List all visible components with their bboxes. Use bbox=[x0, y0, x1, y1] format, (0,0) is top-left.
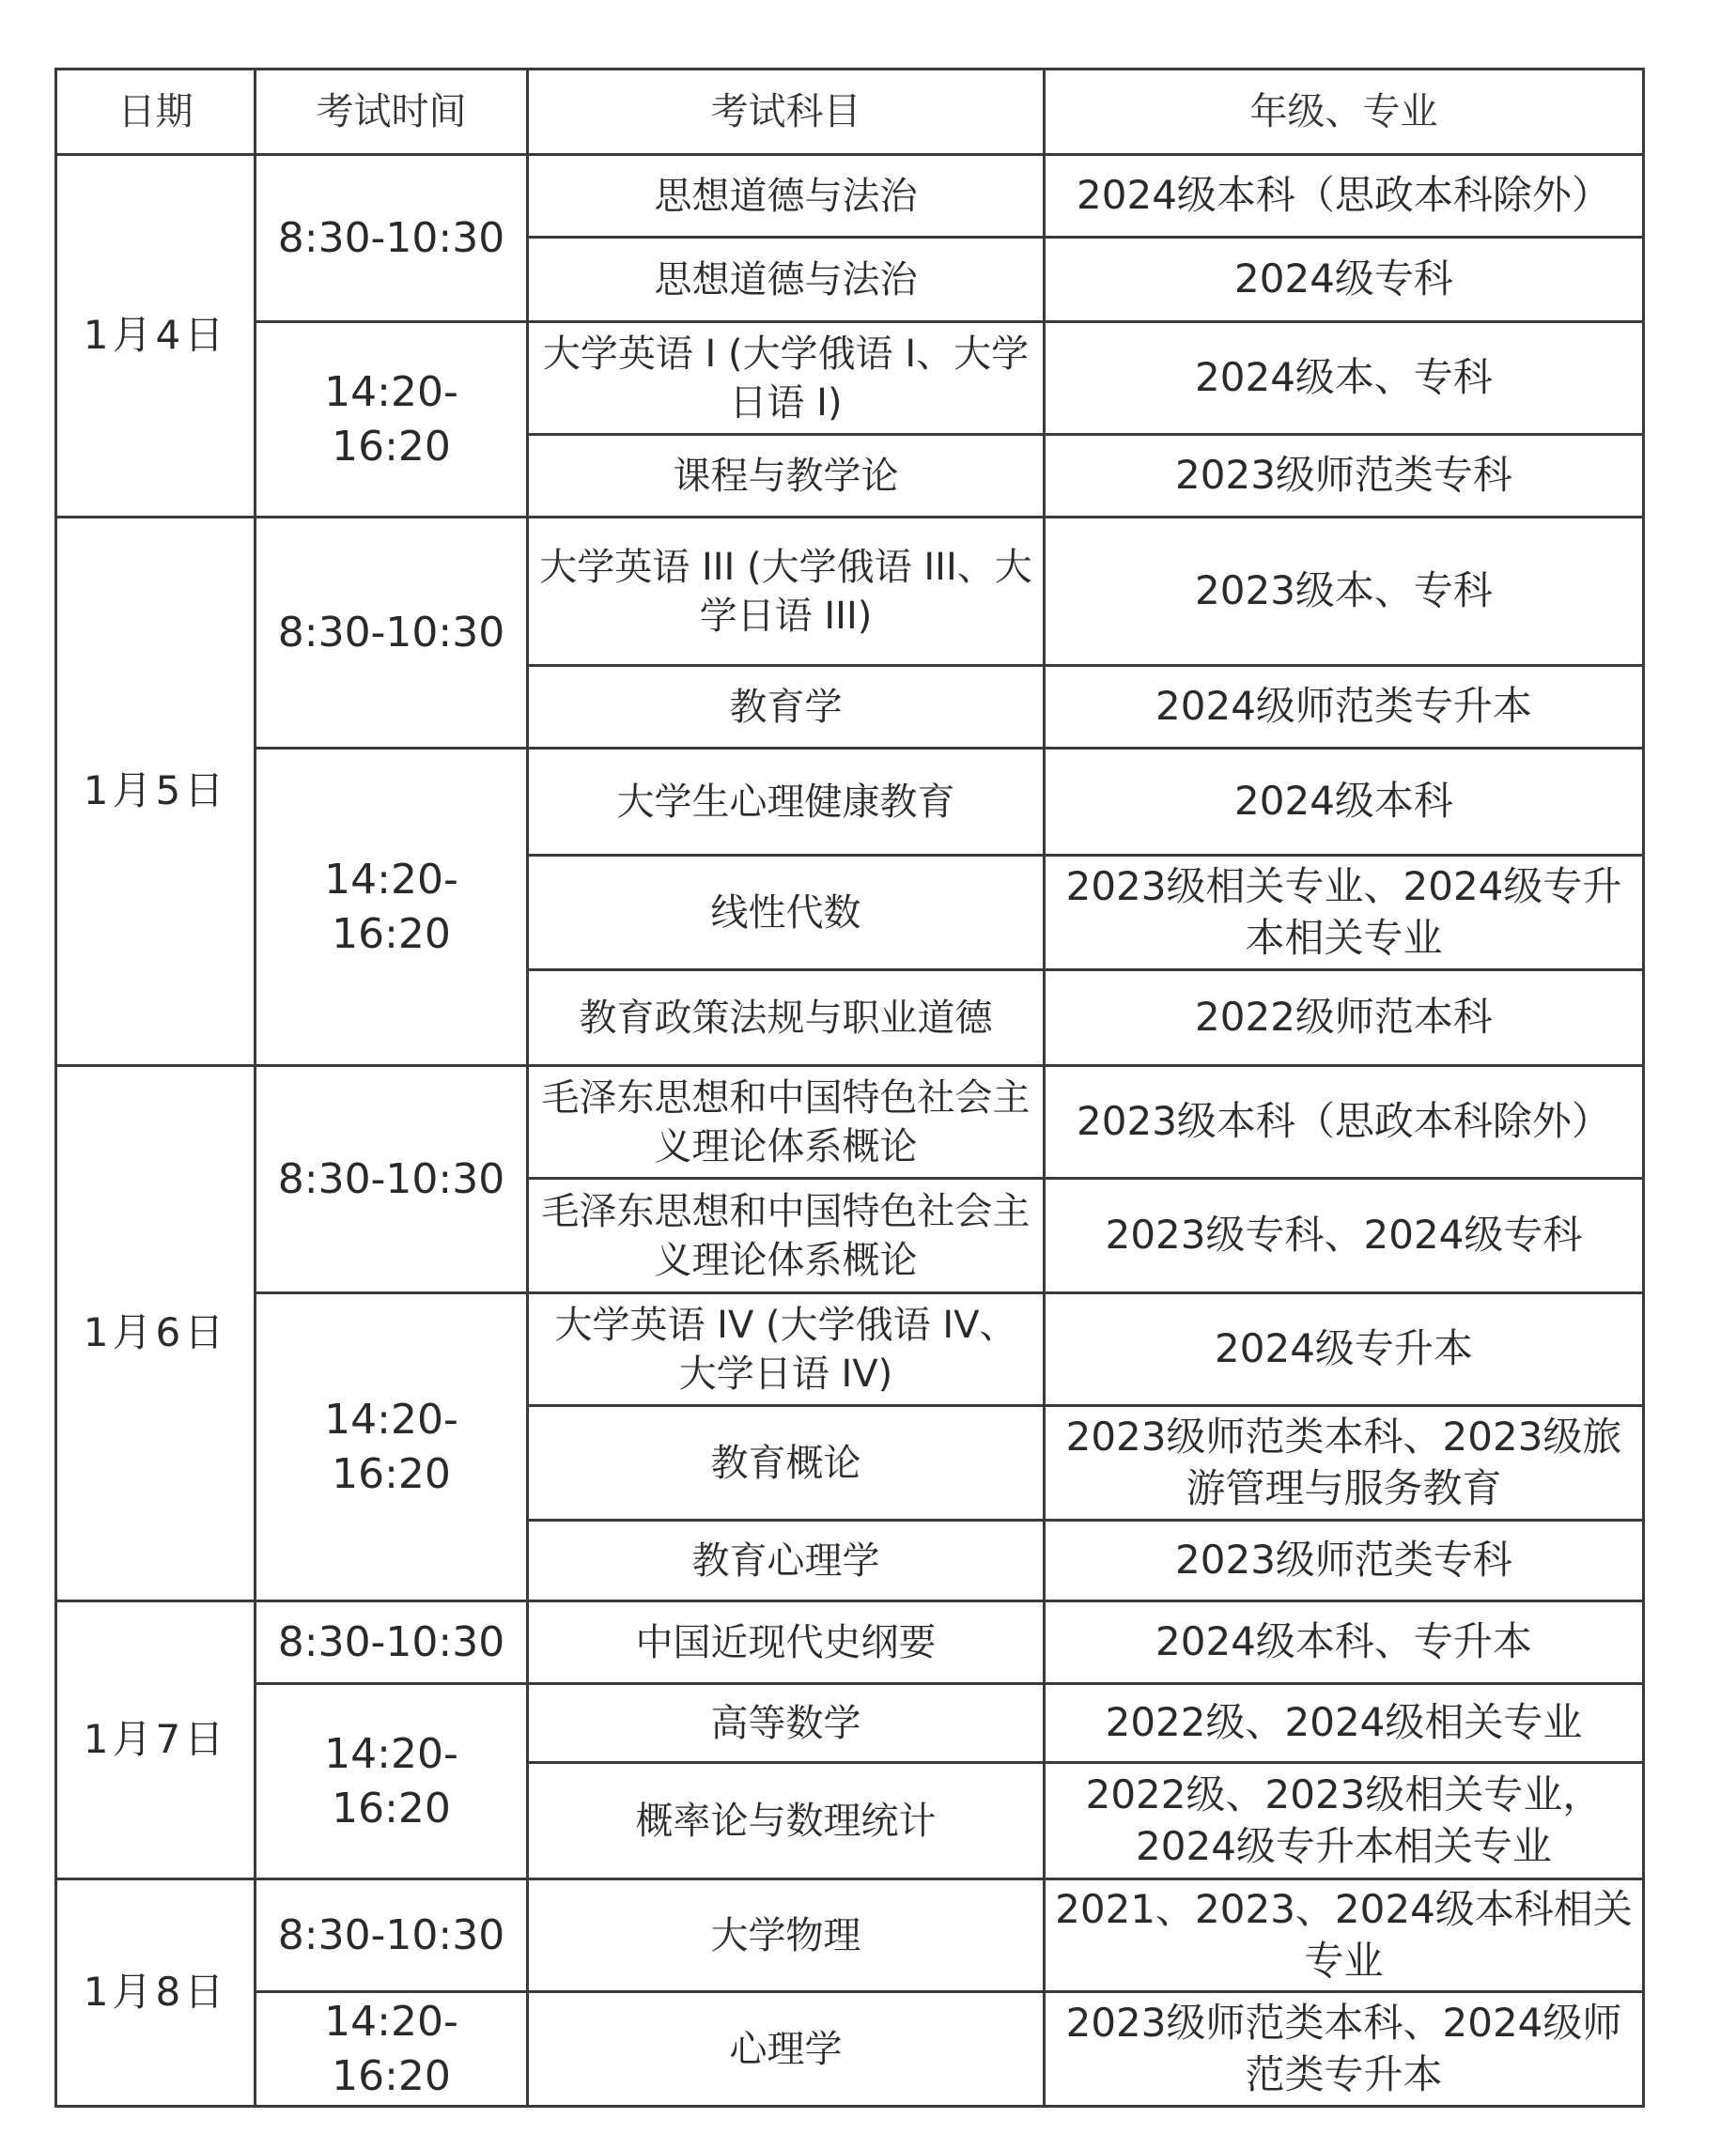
time-cell: 8:30-10:30 bbox=[256, 155, 528, 322]
grade-cell: 2022级、2024级相关专业 bbox=[1045, 1684, 1644, 1763]
grade-cell: 2021、2023、2024级本科相关专业 bbox=[1045, 1879, 1644, 1992]
grade-cell: 2023级相关专业、2024级专升本相关专业 bbox=[1045, 856, 1644, 970]
time-cell: 8:30-10:30 bbox=[256, 518, 528, 749]
table-row bbox=[56, 1992, 1644, 2107]
time-cell: 8:30-10:30 bbox=[256, 1601, 528, 1684]
grade-cell: 2024级本、专科 bbox=[1045, 322, 1644, 435]
table-row bbox=[56, 1684, 1644, 1763]
subject-cell: 教育政策法规与职业道德 bbox=[528, 970, 1045, 1066]
date-cell: 1月4日 bbox=[56, 155, 256, 518]
table-row bbox=[56, 518, 1644, 666]
subject-cell: 毛泽东思想和中国特色社会主义理论体系概论 bbox=[528, 1179, 1045, 1293]
header-date: 日期 bbox=[56, 70, 256, 155]
table-row bbox=[56, 155, 1644, 238]
subject-cell: 毛泽东思想和中国特色社会主义理论体系概论 bbox=[528, 1066, 1045, 1179]
time-cell: 14:20-16:20 bbox=[256, 1992, 528, 2107]
grade-cell: 2024级师范类专升本 bbox=[1045, 666, 1644, 749]
time-cell: 8:30-10:30 bbox=[256, 1066, 528, 1293]
subject-cell: 概率论与数理统计 bbox=[528, 1763, 1045, 1879]
grade-cell: 2024级专科 bbox=[1045, 238, 1644, 322]
table-row bbox=[56, 322, 1644, 435]
table-row bbox=[56, 1293, 1644, 1406]
subject-cell: 大学英语 IV (大学俄语 IV、大学日语 IV) bbox=[528, 1293, 1045, 1406]
time-cell: 14:20-16:20 bbox=[256, 749, 528, 1066]
subject-cell: 心理学 bbox=[528, 1992, 1045, 2107]
subject-cell: 教育学 bbox=[528, 666, 1045, 749]
subject-cell: 线性代数 bbox=[528, 856, 1045, 970]
date-cell: 1月6日 bbox=[56, 1066, 256, 1601]
subject-cell: 高等数学 bbox=[528, 1684, 1045, 1763]
exam-schedule-sheet bbox=[54, 68, 1645, 2108]
subject-cell: 教育心理学 bbox=[528, 1521, 1045, 1601]
subject-cell: 大学英语 III (大学俄语 III、大学日语 III) bbox=[528, 518, 1045, 666]
table-row bbox=[56, 1601, 1644, 1684]
table-row bbox=[56, 1879, 1644, 1992]
exam-schedule-table bbox=[54, 68, 1645, 2108]
grade-cell: 2023级本、专科 bbox=[1045, 518, 1644, 666]
grade-cell: 2022级、2023级相关专业，2024级专升本相关专业 bbox=[1045, 1763, 1644, 1879]
grade-cell: 2022级师范本科 bbox=[1045, 970, 1644, 1066]
grade-cell: 2023级师范类专科 bbox=[1045, 435, 1644, 518]
subject-cell: 思想道德与法治 bbox=[528, 238, 1045, 322]
grade-cell: 2024级本科 bbox=[1045, 749, 1644, 856]
subject-cell: 课程与教学论 bbox=[528, 435, 1045, 518]
time-cell: 14:20-16:20 bbox=[256, 1684, 528, 1879]
grade-cell: 2024级本科（思政本科除外） bbox=[1045, 155, 1644, 238]
subject-cell: 教育概论 bbox=[528, 1406, 1045, 1521]
time-cell: 14:20-16:20 bbox=[256, 322, 528, 518]
subject-cell: 中国近现代史纲要 bbox=[528, 1601, 1045, 1684]
header-time: 考试时间 bbox=[256, 70, 528, 155]
grade-cell: 2024级专升本 bbox=[1045, 1293, 1644, 1406]
date-cell: 1月7日 bbox=[56, 1601, 256, 1879]
subject-cell: 大学物理 bbox=[528, 1879, 1045, 1992]
subject-cell: 大学英语 I (大学俄语 I、大学日语 I) bbox=[528, 322, 1045, 435]
header-row bbox=[56, 70, 1644, 155]
grade-cell: 2023级本科（思政本科除外） bbox=[1045, 1066, 1644, 1179]
time-cell: 8:30-10:30 bbox=[256, 1879, 528, 1992]
grade-cell: 2023级师范类本科、2024级师范类专升本 bbox=[1045, 1992, 1644, 2107]
grade-cell: 2023级专科、2024级专科 bbox=[1045, 1179, 1644, 1293]
header-subject: 考试科目 bbox=[528, 70, 1045, 155]
header-grade: 年级、专业 bbox=[1045, 70, 1644, 155]
date-cell: 1月5日 bbox=[56, 518, 256, 1066]
grade-cell: 2023级师范类本科、2023级旅游管理与服务教育 bbox=[1045, 1406, 1644, 1521]
subject-cell: 大学生心理健康教育 bbox=[528, 749, 1045, 856]
subject-cell: 思想道德与法治 bbox=[528, 155, 1045, 238]
grade-cell: 2024级本科、专升本 bbox=[1045, 1601, 1644, 1684]
grade-cell: 2023级师范类专科 bbox=[1045, 1521, 1644, 1601]
table-row bbox=[56, 1066, 1644, 1179]
date-cell: 1月8日 bbox=[56, 1879, 256, 2107]
time-cell: 14:20-16:20 bbox=[256, 1293, 528, 1601]
table-row bbox=[56, 749, 1644, 856]
